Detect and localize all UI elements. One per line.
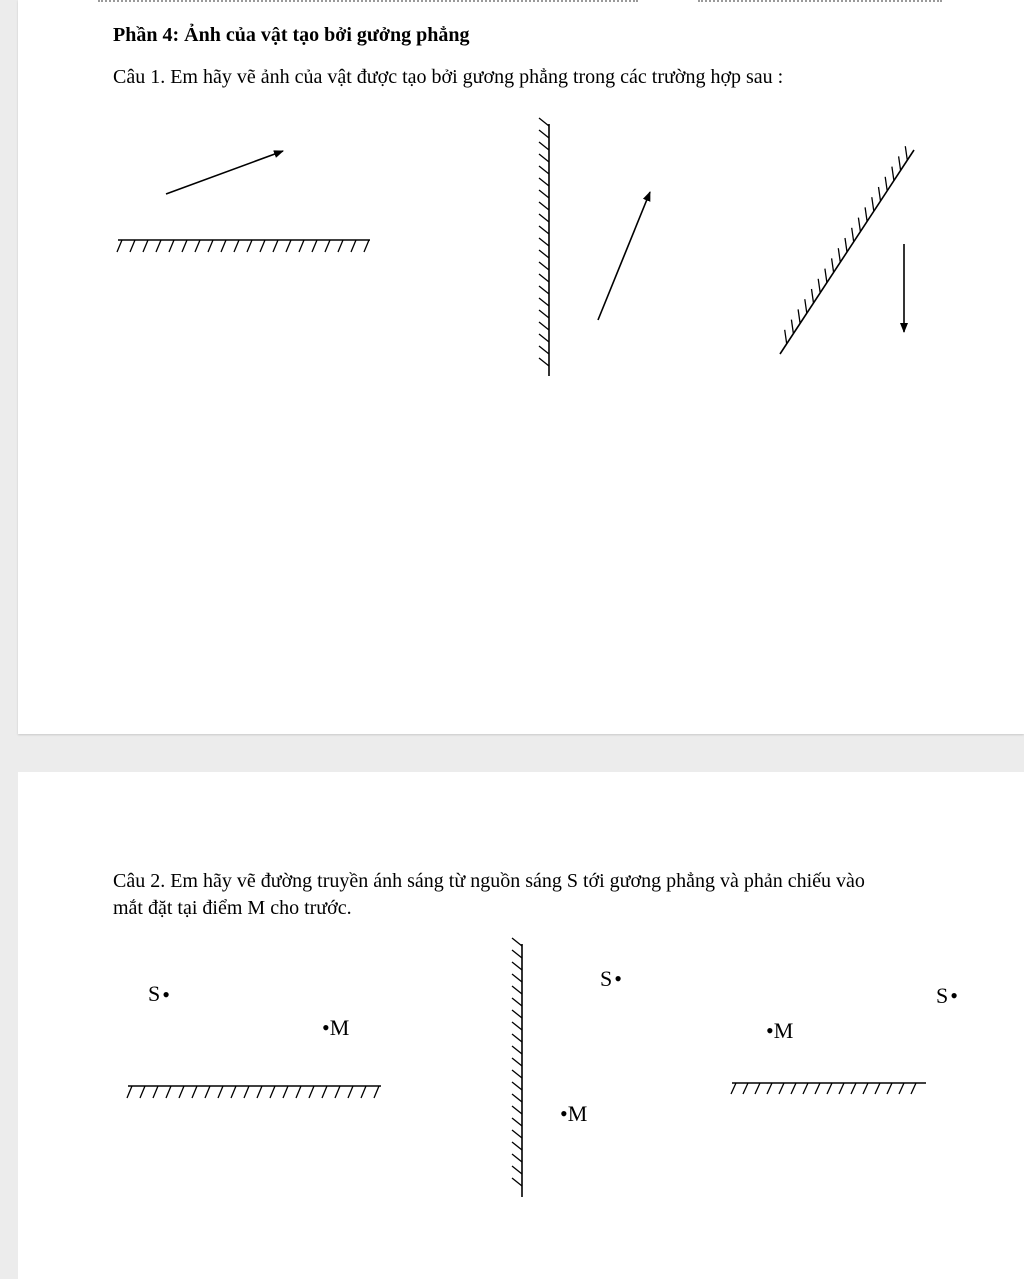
question-2-text-line1: Câu 2. Em hãy vẽ đường truyền ánh sáng từ nguồn sáng S tới gương phẳng và phản chiếu vào [113,870,865,892]
q2-figure-2-point-s: S• [600,966,622,991]
q2-figure-2-mirror [512,938,522,1197]
q2-figure-3-point-m: •M [766,1018,794,1043]
question-2-text-line2: mắt đặt tại điểm M cho trước. [113,897,352,919]
figure-3-mirror [780,146,914,354]
question-1-text: Câu 1. Em hãy vẽ ảnh của vật được tạo bởi gương phẳng trong các trường hợp sau : [113,66,784,88]
figure-1-mirror [117,240,370,252]
q2-figure-1-point-s: S• [148,981,170,1007]
q2-figure-1-mirror [127,1086,381,1098]
q2-figure-1-point-m: •M [322,1015,350,1040]
q2-figure-3-mirror [731,1083,926,1094]
q2-figure-3-point-s: S• [936,983,958,1008]
figure-2-object-arrow [598,192,650,320]
figure-2-mirror [539,118,549,376]
section-heading: Phần 4: Ảnh của vật tạo bởi gưởng phẳng [113,24,470,46]
figure-1-object-arrow [166,151,283,194]
q2-figure-2-point-m: •M [560,1101,588,1126]
